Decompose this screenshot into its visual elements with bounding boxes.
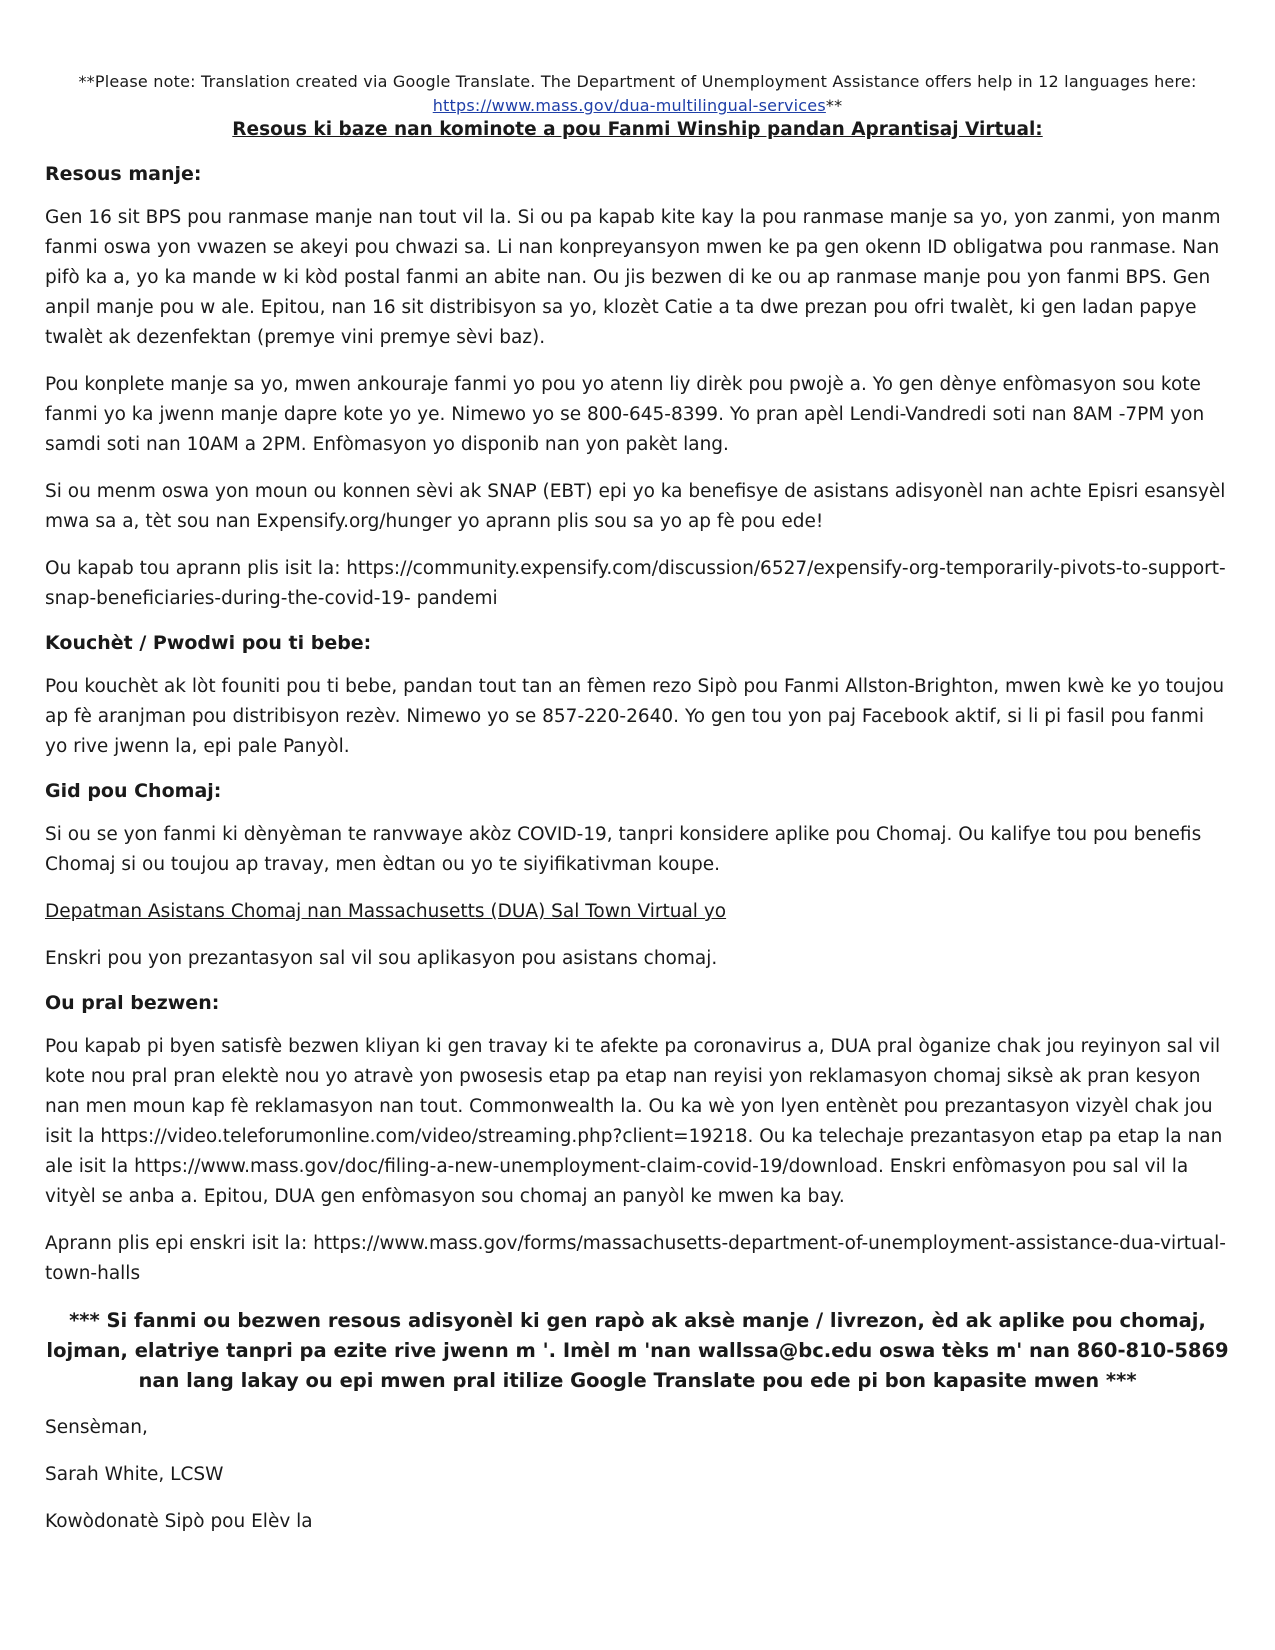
unemployment-heading: Gid pou Chomaj: bbox=[45, 780, 222, 802]
diapers-paragraph: Pou kouchèt ak lòt founiti pou ti bebe, pandan tout tan an fèmen rezo Sipò pou Fanmi Allston-Brighton, mwen kwè ke yo toujou ap fè aranjman pou distribisyon rezèv. Nimewo yo se 857-220-2640. Yo gen tou yon paj Facebook aktif, si li pi fasil pou fanmi yo rive jwenn la, epi pale Panyòl. bbox=[45, 676, 1225, 757]
unemployment-paragraph-2: Enskri pou yon prezantasyon sal vil sou aplikasyon pou asistans chomaj. bbox=[45, 948, 718, 969]
need-paragraph-2: Aprann plis epi enskri isit la: https://www.mass.gov/forms/massachusetts-department-of-unemployment-assistance-dua-virtual-town-halls bbox=[45, 1233, 1226, 1284]
food-paragraph-4: Ou kapab tou aprann plis isit la: https://community.expensify.com/discussion/6527/expensify-org-temporarily-pivots-to-support-snap-beneficiaries-during-the-covid-19- pandemi bbox=[45, 558, 1226, 609]
translation-note bbox=[45, 70, 1230, 118]
food-paragraph-2: Pou konplete manje sa yo, mwen ankouraje fanmi yo pou yo atenn liy dirèk pou pwojè a. Yo gen dènye enfòmasyon sou kote fanmi yo ka jwenn manje dapre kote yo ye. Nimewo yo se 800-645-8399. Yo pran apèl Lendi-Vandredi soti nan 8AM -7PM yon samdi soti nan 10AM a 2PM. Enfòmasyon yo disponib nan yon pakèt lang. bbox=[45, 374, 1205, 455]
signature-role: Kowòdonatè Sipò pou Elèv la bbox=[45, 1511, 313, 1532]
signature-closing: Sensèman, bbox=[45, 1417, 148, 1438]
need-heading: Ou pral bezwen: bbox=[45, 992, 220, 1014]
food-heading: Resous manje: bbox=[45, 163, 202, 185]
contact-callout: *** Si fanmi ou bezwen resous adisyonèl ki gen rapò ak aksè manje / livrezon, èd ak aplike pou chomaj, lojman, elatriye tanpri pa ezite rive jwenn m '. Imèl m 'nan wallssa@bc.edu oswa tèks m' nan 860-810-5869 nan lang lakay ou epi mwen pral itilize Google Translate pou ede pi bon kapasite mwen *** bbox=[46, 1309, 1229, 1392]
note-suffix: ** bbox=[825, 96, 843, 115]
document-page bbox=[45, 70, 1230, 1554]
need-paragraph-1: Pou kapab pi byen satisfè bezwen kliyan ki gen travay ki te afekte pa coronavirus a, DUA pral òganize chak jou reyinyon sal vil kote nou pral pran elektè nou yo atravè yon pwosesis etap pa etap nan reyisi yon reklamasyon chomaj siksè ak pran kesyon nan men moun kap fè reklamasyon nan tout. Commonwealth la. Ou ka wè yon lyen entènèt pou prezantasyon vizyèl chak jou isit la https://video.teleforumonline.com/video/streaming.php?client=19218. Ou ka telechaje prezantasyon etap pa etap la nan ale isit la https://www.mass.gov/doc/filing-a-new-unemployment-claim-covid-19/download. Enskri enfòmasyon pou sal vil la vityèl se anba a. Epitou, DUA gen enfòmasyon sou chomaj an panyòl ke mwen ka bay. bbox=[45, 1036, 1223, 1207]
note-prefix: **Please note: Translation created via Google Translate. The Department of Unemployment Assistance offers help in 12 languages here: bbox=[78, 72, 1197, 91]
multilingual-services-link[interactable]: https://www.mass.gov/dua-multilingual-services bbox=[432, 96, 826, 115]
food-paragraph-3: Si ou menm oswa yon moun ou konnen sèvi ak SNAP (EBT) epi yo ka benefisye de asistans adisyonèl nan achte Episri esansyèl mwa sa a, tèt sou nan Expensify.org/hunger yo aprann plis sou sa yo ap fè pou ede! bbox=[45, 481, 1226, 532]
diapers-heading: Kouchèt / Pwodwi pou ti bebe: bbox=[45, 632, 372, 654]
unemployment-paragraph-1: Si ou se yon fanmi ki dènyèman te ranvwaye akòz COVID-19, tanpri konsidere aplike pou Chomaj. Ou kalifye tou pou benefis Chomaj si ou toujou ap travay, men èdtan ou yo te siyifikativman koupe. bbox=[45, 824, 1202, 875]
signature-name: Sarah White, LCSW bbox=[45, 1464, 224, 1485]
page-title: Resous ki baze nan kominote a pou Fanmi Winship pandan Aprantisaj Virtual: bbox=[232, 119, 1043, 140]
food-paragraph-1: Gen 16 sit BPS pou ranmase manje nan tout vil la. Si ou pa kapab kite kay la pou ranmase manje sa yo, yon zanmi, yon manm fanmi oswa yon vwazen se akeyi pou chwazi sa. Li nan konpreyansyon mwen ke pa gen okenn ID obligatwa pou ranmase. Nan pifò ka a, yo ka mande w ki kòd postal fanmi an abite nan. Ou jis bezwen di ke ou ap ranmase manje pou yon fanmi BPS. Gen anpil manje pou w ale. Epitou, nan 16 sit distribisyon sa yo, klozèt Catie a ta dwe prezan pou ofri twalèt, ki gen ladan papye twalèt ak dezenfektan (premye vini premye sèvi baz). bbox=[45, 207, 1221, 348]
dua-town-halls-link[interactable]: Depatman Asistans Chomaj nan Massachusetts (DUA) Sal Town Virtual yo bbox=[45, 901, 727, 922]
